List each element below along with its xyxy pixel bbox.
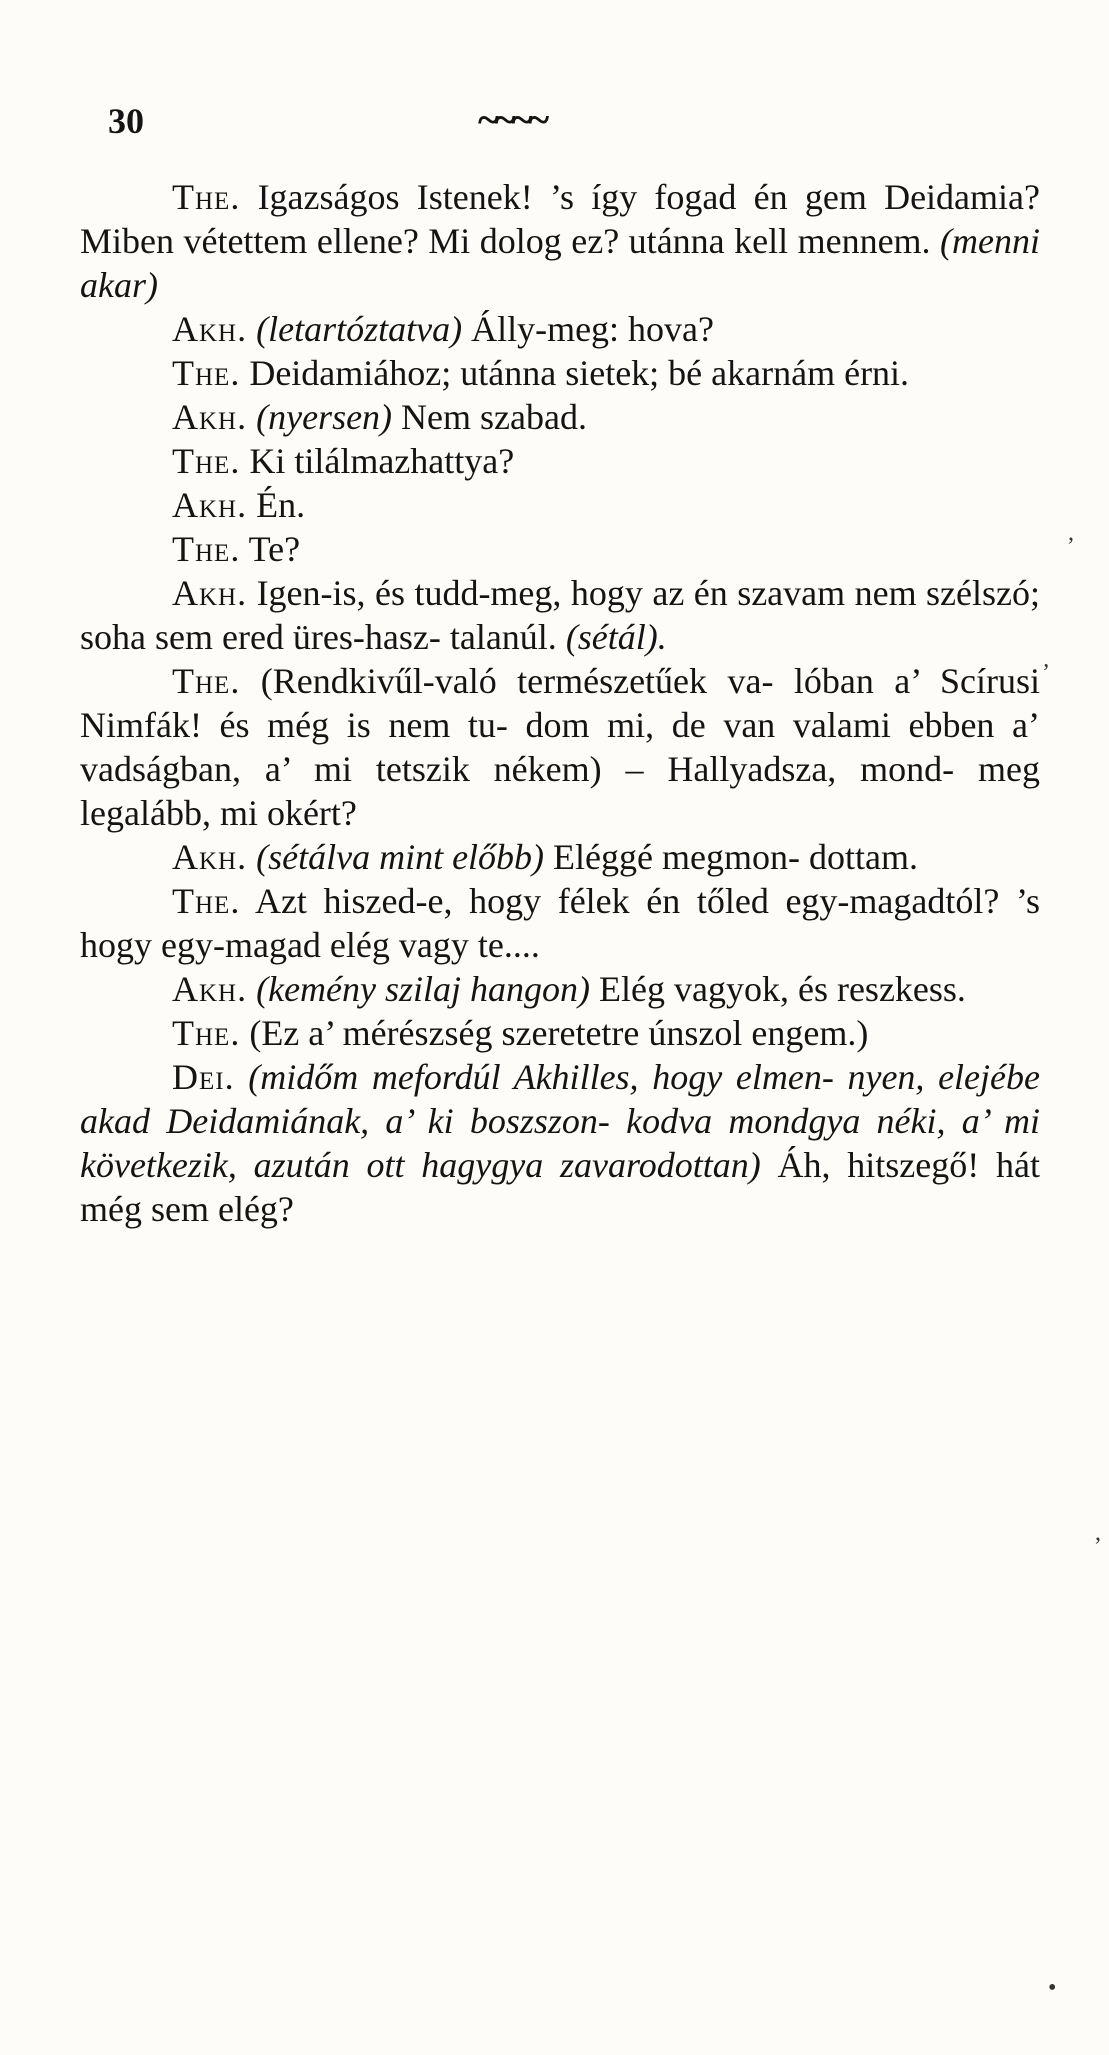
page-number: 30 bbox=[108, 101, 144, 141]
speech-text: Én. bbox=[247, 485, 306, 525]
stage-direction: (letartóztatva) bbox=[256, 309, 463, 349]
speaker-name: The. bbox=[172, 881, 241, 921]
speech-text: Te? bbox=[240, 529, 301, 569]
speaker-name: The. bbox=[172, 353, 241, 393]
stage-direction: (kemény szilaj hangon) bbox=[256, 969, 591, 1009]
dialogue-line bbox=[80, 571, 1040, 659]
speech-text: Ki tilálmazhattya? bbox=[240, 441, 515, 481]
speech-text: Igen-is, és tudd-meg, hogy az én szavam nem szélszó; soha sem ered üres-hasz- talanúl. bbox=[80, 573, 1040, 657]
dialogue-line bbox=[80, 967, 1040, 1011]
dialogue-line bbox=[80, 351, 1040, 395]
dialogue-line bbox=[80, 395, 1040, 439]
dialogue-line bbox=[80, 879, 1040, 967]
header-ornament: ~~~~ bbox=[478, 97, 546, 142]
print-speck: • bbox=[1048, 1975, 1057, 2001]
speech-text: Álly-meg: hova? bbox=[462, 309, 715, 349]
speech-text: Deidamiához; utánna sietek; bé akarnám érni. bbox=[240, 353, 910, 393]
speaker-name: Dei. bbox=[172, 1057, 235, 1097]
dialogue-line bbox=[80, 1055, 1040, 1231]
dialogue-line bbox=[80, 439, 1040, 483]
speaker-name: Akh. bbox=[172, 837, 248, 877]
dialogue-line bbox=[80, 835, 1040, 879]
speaker-name: The. bbox=[172, 661, 241, 701]
speech-text: Igazságos Istenek! ’s így fogad én gem Deidamia? Miben vétettem ellene? Mi dolog ez? utánna kell mennem. bbox=[80, 177, 1040, 261]
speech-text: (Rendkivűl-való természetűek va- lóban a’ Scírusi Nimfák! és még is nem tu- dom mi, de van valami ebben a’ vadságban, a’ mi tetszik nékem) – Hallyadsza, mond- meg legalább, mi okért? bbox=[80, 661, 1040, 833]
speaker-name: The. bbox=[172, 177, 241, 217]
stage-direction: (midőm mefordúl Akhilles, hogy elmen- nyen, elejébe akad Deidamiának, a’ ki boszszon- kodva mondgya néki, a’ mi következik, azután ott hagygya zavarodottan) bbox=[80, 1057, 1040, 1185]
speaker-name: The. bbox=[172, 1013, 241, 1053]
dialogue-line bbox=[80, 1011, 1040, 1055]
dialogue-line bbox=[80, 527, 1040, 571]
speech-text: Elég vagyok, és reszkess. bbox=[590, 969, 966, 1009]
print-speck: , bbox=[1068, 520, 1074, 546]
dialogue-line bbox=[80, 483, 1040, 527]
dialogue-line bbox=[80, 175, 1040, 307]
speaker-name: The. bbox=[172, 529, 241, 569]
print-speck: ʼ bbox=[1042, 660, 1050, 686]
dialogue-line bbox=[80, 659, 1040, 835]
print-speck: , bbox=[1095, 1520, 1101, 1546]
dialogue-text bbox=[80, 175, 1040, 1231]
stage-direction: (sétál). bbox=[565, 617, 667, 657]
speaker-name: Akh. bbox=[172, 397, 248, 437]
speaker-name: Akh. bbox=[172, 309, 248, 349]
speech-text: Eléggé megmon- dottam. bbox=[544, 837, 918, 877]
speech-text: Nem szabad. bbox=[392, 397, 587, 437]
speaker-name: Akh. bbox=[172, 485, 248, 525]
stage-direction: (nyersen) bbox=[256, 397, 393, 437]
dialogue-line bbox=[80, 307, 1040, 351]
stage-direction: (sétálva mint előbb) bbox=[256, 837, 545, 877]
speech-text: Áh, hitszegő! hát még sem elég? bbox=[80, 1145, 1041, 1229]
stage-direction: (menni akar) bbox=[80, 221, 1041, 305]
speaker-name: Akh. bbox=[172, 969, 248, 1009]
speech-text: Azt hiszed-e, hogy félek én tőled egy-magadtól? ’s hogy egy-magad elég vagy te.... bbox=[80, 881, 1040, 965]
speaker-name: Akh. bbox=[172, 573, 248, 613]
speech-text: (Ez a’ mérészség szeretetre únszol engem.) bbox=[240, 1013, 869, 1053]
speaker-name: The. bbox=[172, 441, 241, 481]
